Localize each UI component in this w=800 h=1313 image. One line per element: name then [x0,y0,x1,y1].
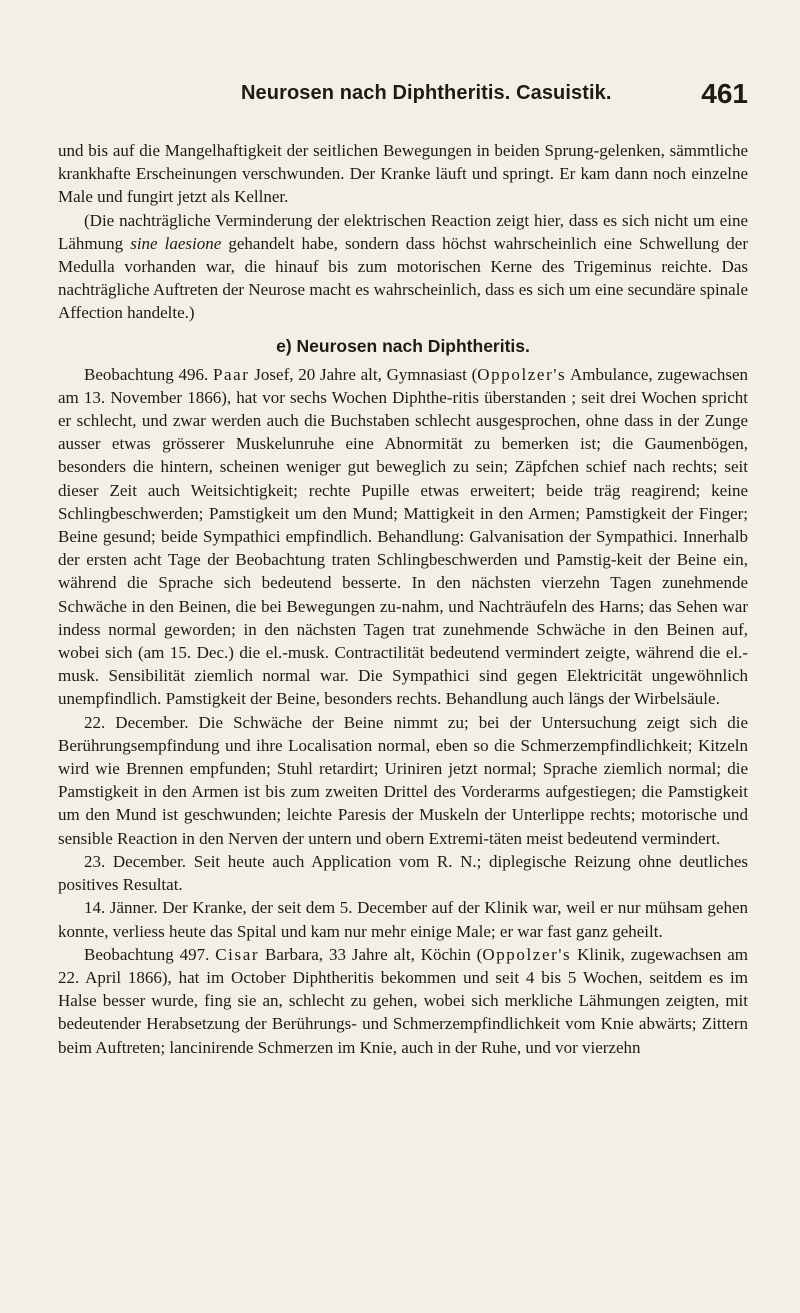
case-496-patient-name: Paar [212,364,250,384]
paragraph-continuation: und bis auf die Mangelhaftigkeit der seitlichen Bewegungen in beiden Sprung-gelenken, sämmtliche krankhafte Erscheinungen verschwunden. Der Kranke läuft und springt. Er kam dann noch einzelne Male und fungirt jetzt als Kellner. [58,141,748,207]
case-496-followup-jan-14: 14. Jänner. Der Kranke, der seit dem 5. December auf der Klinik war, weil er nur mühsam gehen konnte, verliess heute das Spital und kam nur mehr einige Male; er war fast ganz geheilt. [58,898,748,941]
case-497-details: Barbara, 33 Jahre alt, Köchin ( [259,944,483,964]
case-497-clinic: Oppolzer's [482,944,572,964]
case-497-lead: Beobachtung 497. [84,944,216,964]
case-497-patient-name: Cisar [215,944,260,964]
remark-text-start: (Die nachträgliche Verminderung der elektrischen Reaction zeigt hier, dass es sich nicht um eine Lähmung [58,210,748,253]
case-497-report: Klinik, zugewachsen am 22. April 1866), hat im October Diphtheritis bekommen und seit 4 bis 5 Wochen, seitdem es im Halse besser wurde, fing sie an, schlecht zu gehen, wobei sich merkliche Lähmungen zeigten, mit bedeutender Herabsetzung der Berührungs- und Schmerzempfindlichkeit vom Knie abwärts; Zittern beim Auftreten; lancinirende Schmerzen im Knie, auch in der Ruhe, und vor vierzehn [58,944,748,1057]
running-header [58,80,748,120]
case-496-followup-dec-22: 22. December. Die Schwäche der Beine nimmt zu; bei der Untersuchung zeigt sich die Berührungsempfindung und ihre Localisation normal, eben so die Schmerzempfindlichkeit; Kitzeln wird wie Brennen empfunden; Stuhl retardirt; Uriniren jetzt normal; Sprache ziemlich normal; die Pamstigkeit in den Armen ist bis zum zweiten Drittel des Vorderarms aufgestiegen; die Pamstigkeit um den Mund ist geschwunden; leichte Paresis der Muskeln der Unterlippe rechts; motorische und sensible Reaction in den Nerven der untern und obern Extremi-täten meist bedeutend vermindert. [58,712,748,848]
case-496-clinic: Oppolzer's [477,364,567,384]
remark-latin-term: sine laesione [130,233,222,253]
case-496-report: Ambulance, zugewachsen am 13. November 1866), hat vor sechs Wochen Diphthe-ritis überstanden ; seit drei Wochen spricht er schlecht, und zwar werden auch die Buchstaben schlecht ausgesprochen, ohne dass in der Zunge ausser etwas grösserer Muskelunruhe eine Abnormität zu bemerken ist; die Gaumenbögen, besonders die hintern, scheinen weniger gut beweglich zu sein; Zäpfchen schief nach rechts; seit dieser Zeit auch Weitsichtigkeit; rechte Pupille etwas erweitert; beide träg reagirend; keine Schlingbeschwerden; Pamstigkeit um den Mund; Mattigkeit in den Armen; Pamstigkeit der Finger; Beine gesund; beide Sympathici empfindlich. Behandlung: Galvanisation der Sympathici. Innerhalb der ersten acht Tage der Beobachtung traten Schlingbeschwerden und Pamstig-keit der Beine ein, während die Sprache sich bedeutend besserte. In den nächsten vierzehn Tagen zunehmende Schwäche in den Beinen, die bei Bewegungen zu-nahm, und Nachträufeln des Harns; das Sehen war indess normal geworden; in den nächsten Tagen trat zunehmende Schwäche in den Beinen auf, wobei sich (am 15. Dec.) die el.-musk. Contractilität bedeutend vermindert zeigte, während die el.-musk. Sensibilität ziemlich normal war. Die Sympathici sind gegen Elektricität ungewöhnlich unempfindlich. Pamstigkeit der Beine, besonders rechts. Behandlung auch längs der Wirbelsäule. [58,364,749,709]
body-text [58,139,748,1059]
case-496-details: Josef, 20 Jahre alt, Gymnasiast ( [249,364,478,384]
case-496-paragraph [58,363,748,711]
case-496-lead: Beobachtung 496. [84,364,213,384]
running-title: Neurosen nach Diphtheritis. Casuistik. [241,82,612,104]
case-497-paragraph [58,943,748,1059]
case-496-followup-dec-23: 23. December. Seit heute auch Application vom R. N.; diplegische Reizung ohne deutliches positives Resultat. [58,851,748,895]
section-heading: e) Neurosen nach Diphtheritis. [276,335,530,356]
remark-text-end: gehandelt habe, sondern dass höchst wahrscheinlich eine Schwellung der Medulla vorhanden war, die hinauf bis zum motorischen Kerne des Trigeminus reichte. Das nachträgliche Auftreten der Neurose macht es wahrscheinlich, dass es sich um eine secundäre spinale Affection handelte.) [58,233,748,323]
page-number: 461 [701,78,748,109]
paragraph-remark [58,209,748,325]
book-page [58,0,748,1313]
